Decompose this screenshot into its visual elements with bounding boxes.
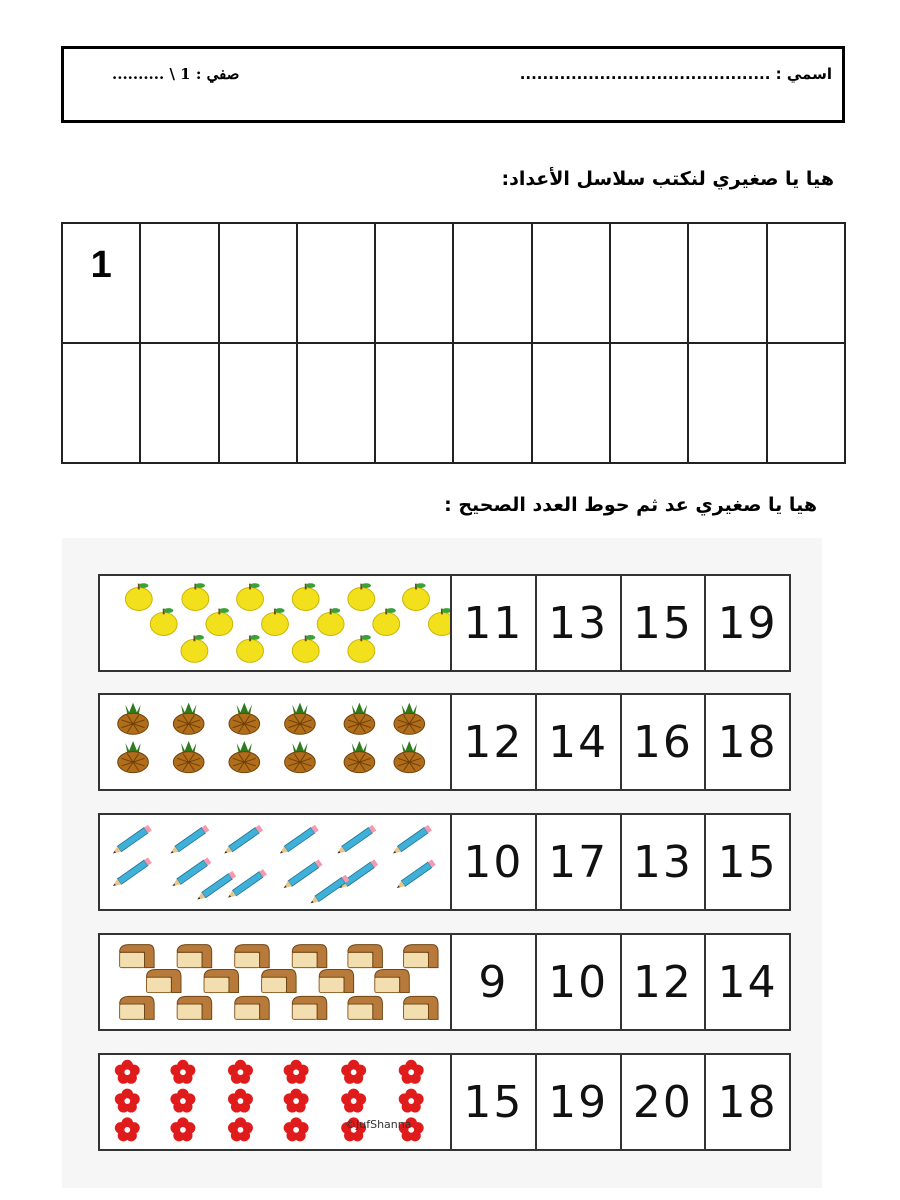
sequence-cell[interactable]: [219, 343, 297, 463]
counting-title: هيا يا صغيري عد ثم حوط العدد الصحيح :: [444, 494, 817, 516]
pineapples-picture: [100, 695, 452, 789]
option-number[interactable]: 18: [717, 716, 778, 768]
counting-exercise: [62, 538, 822, 1188]
option-number[interactable]: 16: [622, 695, 707, 789]
sequence-cell[interactable]: [688, 343, 766, 463]
sequence-cell[interactable]: [297, 223, 375, 343]
pineapples-image: [100, 695, 450, 789]
sequence-cell[interactable]: [219, 223, 297, 343]
sequence-cell[interactable]: [688, 223, 766, 343]
sequence-cell[interactable]: [375, 343, 453, 463]
bread-picture: [100, 935, 452, 1029]
pencils-picture: [100, 815, 452, 909]
count-row-pencils: [98, 813, 791, 911]
option-number[interactable]: 18: [717, 1076, 778, 1128]
option-number[interactable]: 19: [537, 1055, 622, 1149]
sequence-cell[interactable]: [62, 343, 140, 463]
sequence-cell[interactable]: [140, 343, 218, 463]
pencils-image: [100, 815, 450, 909]
apples-image: [100, 576, 450, 670]
count-row-apples: [98, 574, 791, 672]
option-number[interactable]: 20: [622, 1055, 707, 1149]
student-info-box: [61, 46, 845, 123]
option-number[interactable]: 13: [622, 815, 707, 909]
sequence-title: هيا يا صغيري لنكتب سلاسل الأعداد:: [501, 168, 834, 190]
option-number[interactable]: 13: [537, 576, 622, 670]
count-row-pineapples: [98, 693, 791, 791]
option-number[interactable]: 15: [452, 1055, 537, 1149]
option-number[interactable]: 14: [717, 956, 778, 1008]
flowers-picture: [100, 1055, 452, 1149]
sequence-cell[interactable]: [297, 343, 375, 463]
count-row-flowers: [98, 1053, 791, 1151]
number-sequence-grid: [61, 222, 846, 464]
name-field-label[interactable]: اسمي : ............................................: [519, 65, 832, 83]
option-number[interactable]: 10: [537, 935, 622, 1029]
sequence-cell[interactable]: [140, 223, 218, 343]
apples-picture: [100, 576, 452, 670]
sequence-cell[interactable]: [767, 223, 845, 343]
option-number[interactable]: 15: [622, 576, 707, 670]
bread-image: [100, 935, 450, 1029]
option-number[interactable]: 19: [717, 597, 778, 649]
count-row-bread: [98, 933, 791, 1031]
option-number[interactable]: 14: [537, 695, 622, 789]
sequence-cell[interactable]: [453, 223, 531, 343]
flowers-image: [100, 1055, 450, 1149]
option-number[interactable]: 17: [537, 815, 622, 909]
option-number[interactable]: 12: [622, 935, 707, 1029]
sequence-cell[interactable]: [453, 343, 531, 463]
sequence-cell[interactable]: [767, 343, 845, 463]
option-number[interactable]: 11: [452, 576, 537, 670]
sequence-cell[interactable]: [610, 343, 688, 463]
option-number[interactable]: 9: [452, 935, 537, 1029]
sequence-cell-first: 1: [62, 223, 140, 343]
sequence-cell[interactable]: [610, 223, 688, 343]
option-number[interactable]: 10: [452, 815, 537, 909]
sequence-cell[interactable]: [375, 223, 453, 343]
option-number[interactable]: 12: [452, 695, 537, 789]
sequence-cell[interactable]: [532, 223, 610, 343]
sequence-cell[interactable]: [532, 343, 610, 463]
option-number[interactable]: 15: [717, 836, 778, 888]
copyright-text: ©JufShanna: [345, 1118, 412, 1131]
class-field-label[interactable]: صفي : 1 \ ..........: [112, 65, 240, 83]
